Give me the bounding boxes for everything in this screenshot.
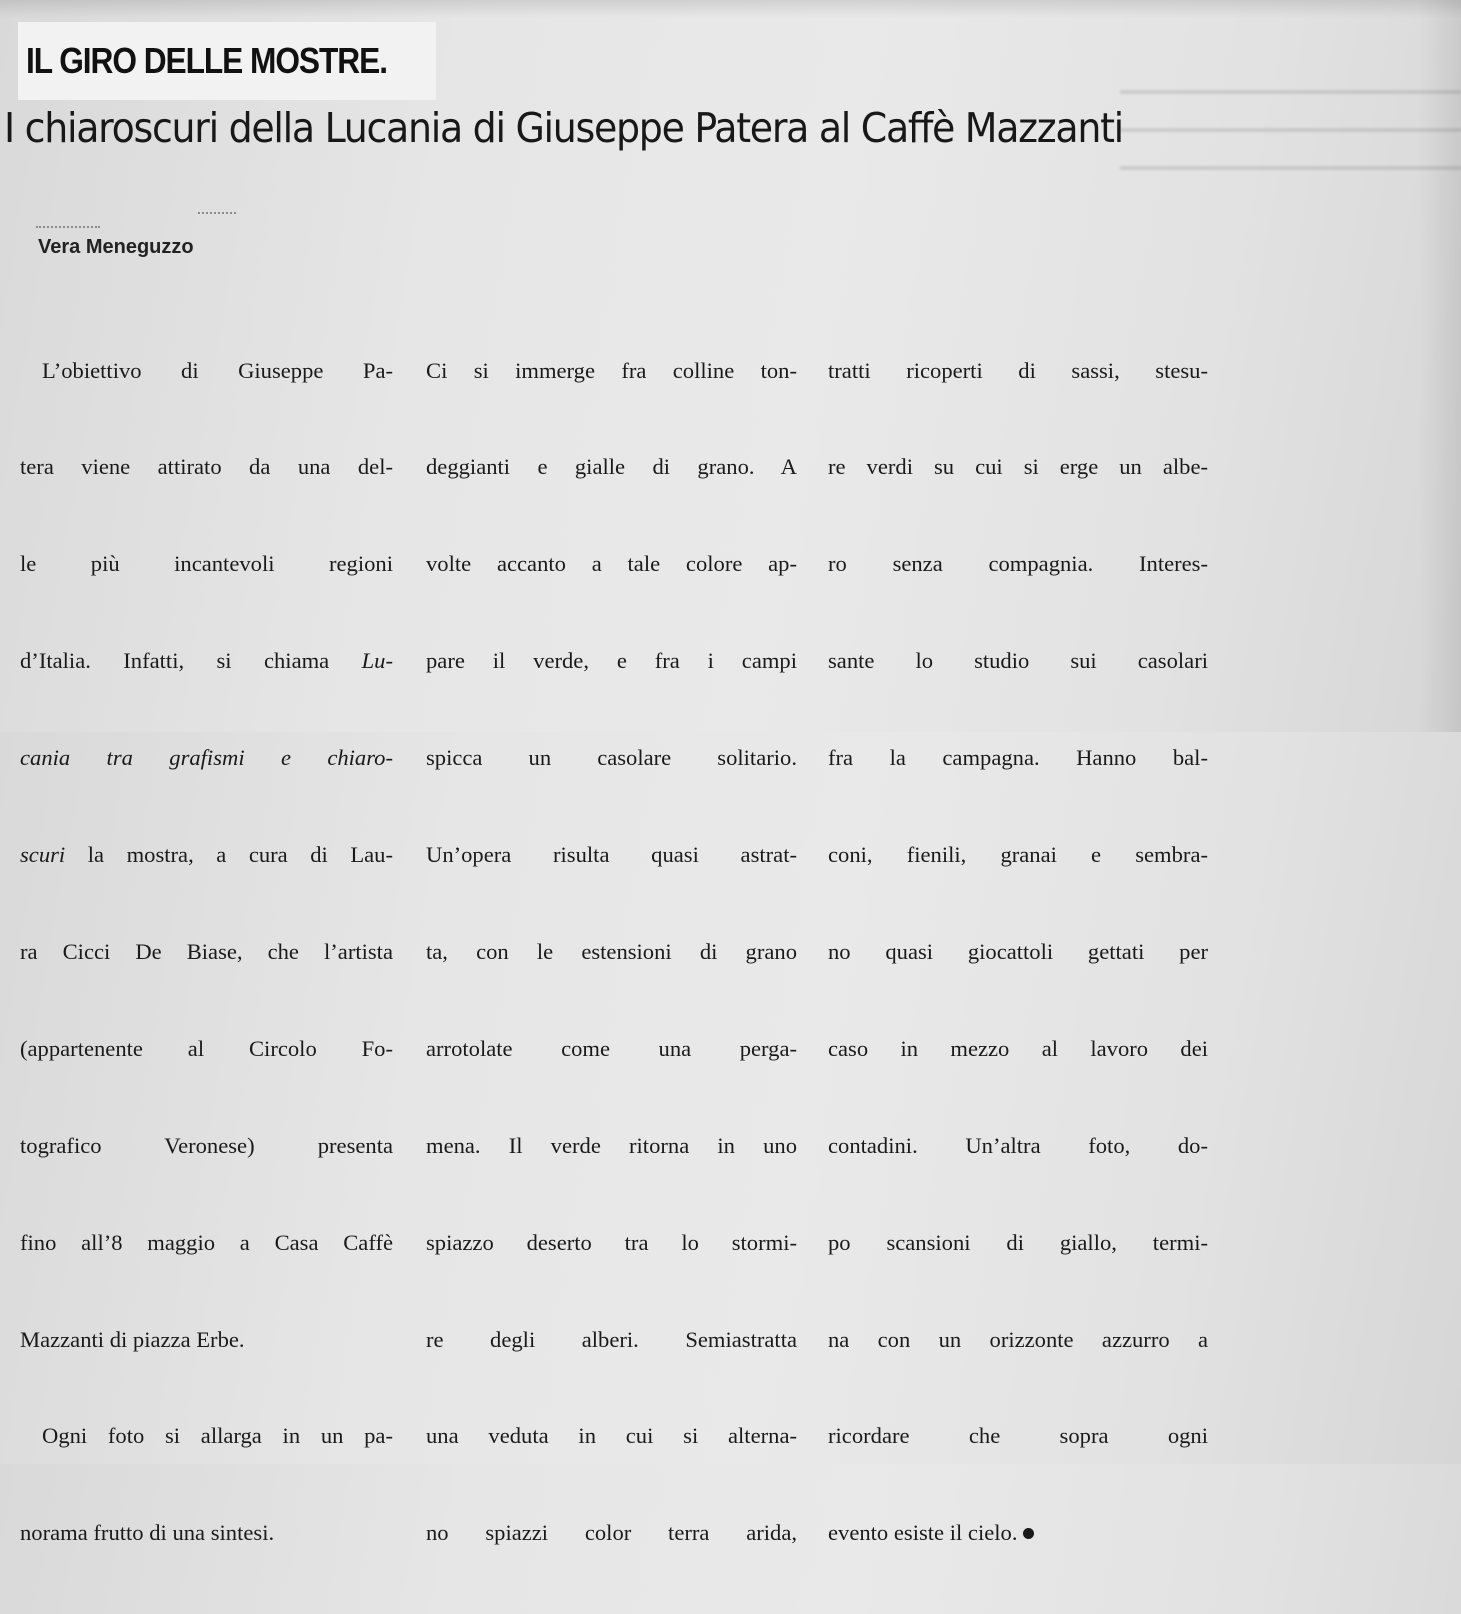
end-of-article-mark [1023, 1528, 1034, 1539]
bleed-through-text [1120, 72, 1461, 202]
text-line [828, 1517, 1208, 1549]
text-line: deggianti e gialle di grano. A [426, 454, 797, 480]
exhibition-title: scuri [20, 842, 66, 868]
text-line: spicca un casolare solitario. [426, 745, 797, 771]
text-line: tografico Veronese) presenta [20, 1132, 393, 1158]
article-column-1 [20, 290, 393, 1614]
text-line: no spiazzi color terra arida, [426, 1520, 797, 1546]
text-line: na con un orizzonte azzurro a [828, 1326, 1208, 1352]
byline-author: Vera Meneguzzo [38, 236, 194, 258]
text-line [20, 742, 393, 774]
text-line: L’obiettivo di Giuseppe Pa- [42, 357, 393, 383]
text-line-content: evento esiste il cielo. [828, 1520, 1018, 1546]
text-line: no quasi giocattoli gettati per [828, 938, 1208, 964]
text-line: po scansioni di giallo, termi- [828, 1229, 1208, 1255]
text-line: d’Italia. Infatti, si chiama Lu- [20, 648, 393, 674]
byline-rule-right [198, 212, 236, 214]
text-line: (appartenente al Circolo Fo- [20, 1035, 393, 1061]
text-line: fra la campagna. Hanno bal- [828, 745, 1208, 771]
text-line: volte accanto a tale colore ap- [426, 551, 797, 577]
text-line: Ogni foto si allarga in un pa- [42, 1423, 393, 1449]
exhibition-title: Lu- [361, 648, 393, 674]
text-line: ricordare che sopra ogni [828, 1423, 1208, 1449]
text-line: Un’opera risulta quasi astrat- [426, 842, 797, 868]
text-line: coni, fienili, granai e sembra- [828, 842, 1208, 868]
article-column-3 [828, 290, 1208, 1614]
text-line: una veduta in cui si alterna- [426, 1423, 797, 1449]
text-line: tera viene attirato da una del- [20, 454, 393, 480]
text-line: tratti ricoperti di sassi, stesu- [828, 357, 1208, 383]
exhibition-title: cania tra grafismi e chiaro- [20, 745, 393, 771]
page-fold-shadow [1418, 0, 1461, 732]
text-line: pare il verde, e fra i campi [426, 648, 797, 674]
text-line: le più incantevoli regioni [20, 551, 393, 577]
scan-shadow [0, 0, 1461, 18]
text-line: Ci si immerge fra colline ton- [426, 357, 797, 383]
text-line: ra Cicci De Biase, che l’artista [20, 938, 393, 964]
article-column-2 [426, 290, 797, 1614]
text-line: fino all’8 maggio a Casa Caffè [20, 1229, 393, 1255]
text-line: scuri la mostra, a cura di Lau- [20, 842, 393, 868]
text-line: re degli alberi. Semiastratta [426, 1326, 797, 1352]
byline-rule-left [36, 226, 100, 228]
text-line: re verdi su cui si erge un albe- [828, 454, 1208, 480]
text-line: ta, con le estensioni di grano [426, 938, 797, 964]
text-line: arrotolate come una perga- [426, 1035, 797, 1061]
text-line: Mazzanti di piazza Erbe. [20, 1326, 245, 1352]
text-line: sante lo studio sui casolari [828, 648, 1208, 674]
text-line: caso in mezzo al lavoro dei [828, 1035, 1208, 1061]
text-line: ro senza compagnia. Interes- [828, 551, 1208, 577]
text-line: contadini. Un’altra foto, do- [828, 1132, 1208, 1158]
article-headline: I chiaroscuri della Lucania di Giuseppe Patera al Caffè Mazzanti [4, 104, 1123, 152]
text-line: spiazzo deserto tra lo stormi- [426, 1229, 797, 1255]
text-line: norama frutto di una sintesi. [20, 1520, 275, 1546]
section-kicker: IL GIRO DELLE MOSTRE. [26, 40, 387, 81]
text-line: mena. Il verde ritorna in uno [426, 1132, 797, 1158]
